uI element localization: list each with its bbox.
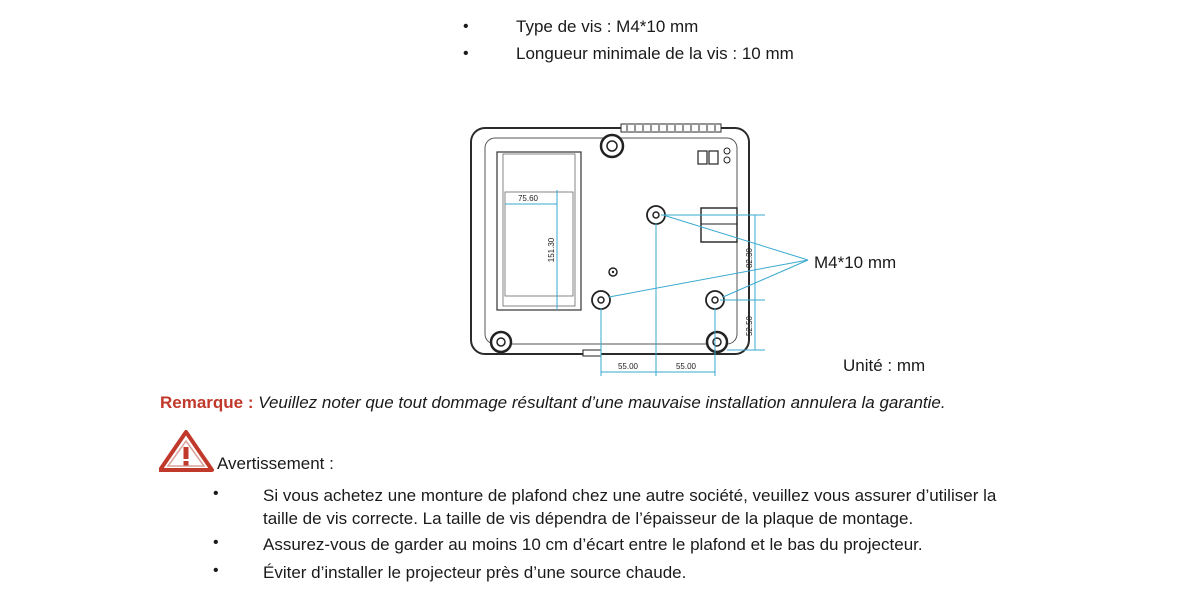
lamp-cover xyxy=(497,152,581,310)
bullet-icon: • xyxy=(213,562,219,579)
note-text: Veuillez noter que tout dommage résultant d’une mauvaise installation annulera la garantie. xyxy=(258,393,946,412)
adjuster-block xyxy=(709,151,718,164)
spec-screw-type: Type de vis : M4*10 mm xyxy=(516,17,699,36)
rear-left-foot-icon xyxy=(491,332,511,352)
callout-line xyxy=(723,260,808,297)
note-line xyxy=(160,393,946,413)
warning-item-1-line1: Si vous achetez une monture de plafond chez une autre société, veuillez vous assurer d’utiliser la xyxy=(263,486,997,505)
vent-grille xyxy=(621,124,721,132)
warning-icon xyxy=(159,428,217,474)
front-foot-icon xyxy=(601,135,623,157)
bullet-icon: • xyxy=(213,534,219,551)
adjuster-block xyxy=(698,151,707,164)
dim-vertical-label: 82.30 xyxy=(745,247,754,269)
screw-dot-icon xyxy=(724,157,730,163)
warning-title: Avertissement : xyxy=(217,454,334,473)
dim-width-label: 75.60 xyxy=(517,194,539,203)
callout-line xyxy=(663,215,808,260)
screw-dot-icon xyxy=(724,148,730,154)
bullet-icon: • xyxy=(463,18,469,35)
screw-callout-label: M4*10 mm xyxy=(814,253,897,272)
bullet-icon: • xyxy=(213,485,219,502)
warning-item-1-line2: taille de vis correcte. La taille de vis dépendra de l’épaisseur de la plaque de montage. xyxy=(263,509,914,528)
connector-tab xyxy=(583,350,601,356)
warning-item-2: Assurez-vous de garder au moins 10 cm d’écart entre le plafond et le bas du projecteur. xyxy=(263,535,923,554)
callout-lines xyxy=(600,200,820,310)
dim-height-label: 151.30 xyxy=(547,237,556,263)
rear-right-foot-icon xyxy=(707,332,727,352)
dim-right-label: 55.00 xyxy=(675,362,697,371)
bullet-icon: • xyxy=(463,45,469,62)
note-label: Remarque : xyxy=(160,393,259,412)
dim-left-label: 55.00 xyxy=(617,362,639,371)
unit-label: Unité : mm xyxy=(843,356,926,375)
callout-line xyxy=(609,260,808,297)
dim-offset-label: 52.50 xyxy=(745,315,754,337)
warning-item-3: Éviter d’installer le projecteur près d’une source chaude. xyxy=(263,563,687,582)
spec-screw-min-length: Longueur minimale de la vis : 10 mm xyxy=(516,44,794,63)
